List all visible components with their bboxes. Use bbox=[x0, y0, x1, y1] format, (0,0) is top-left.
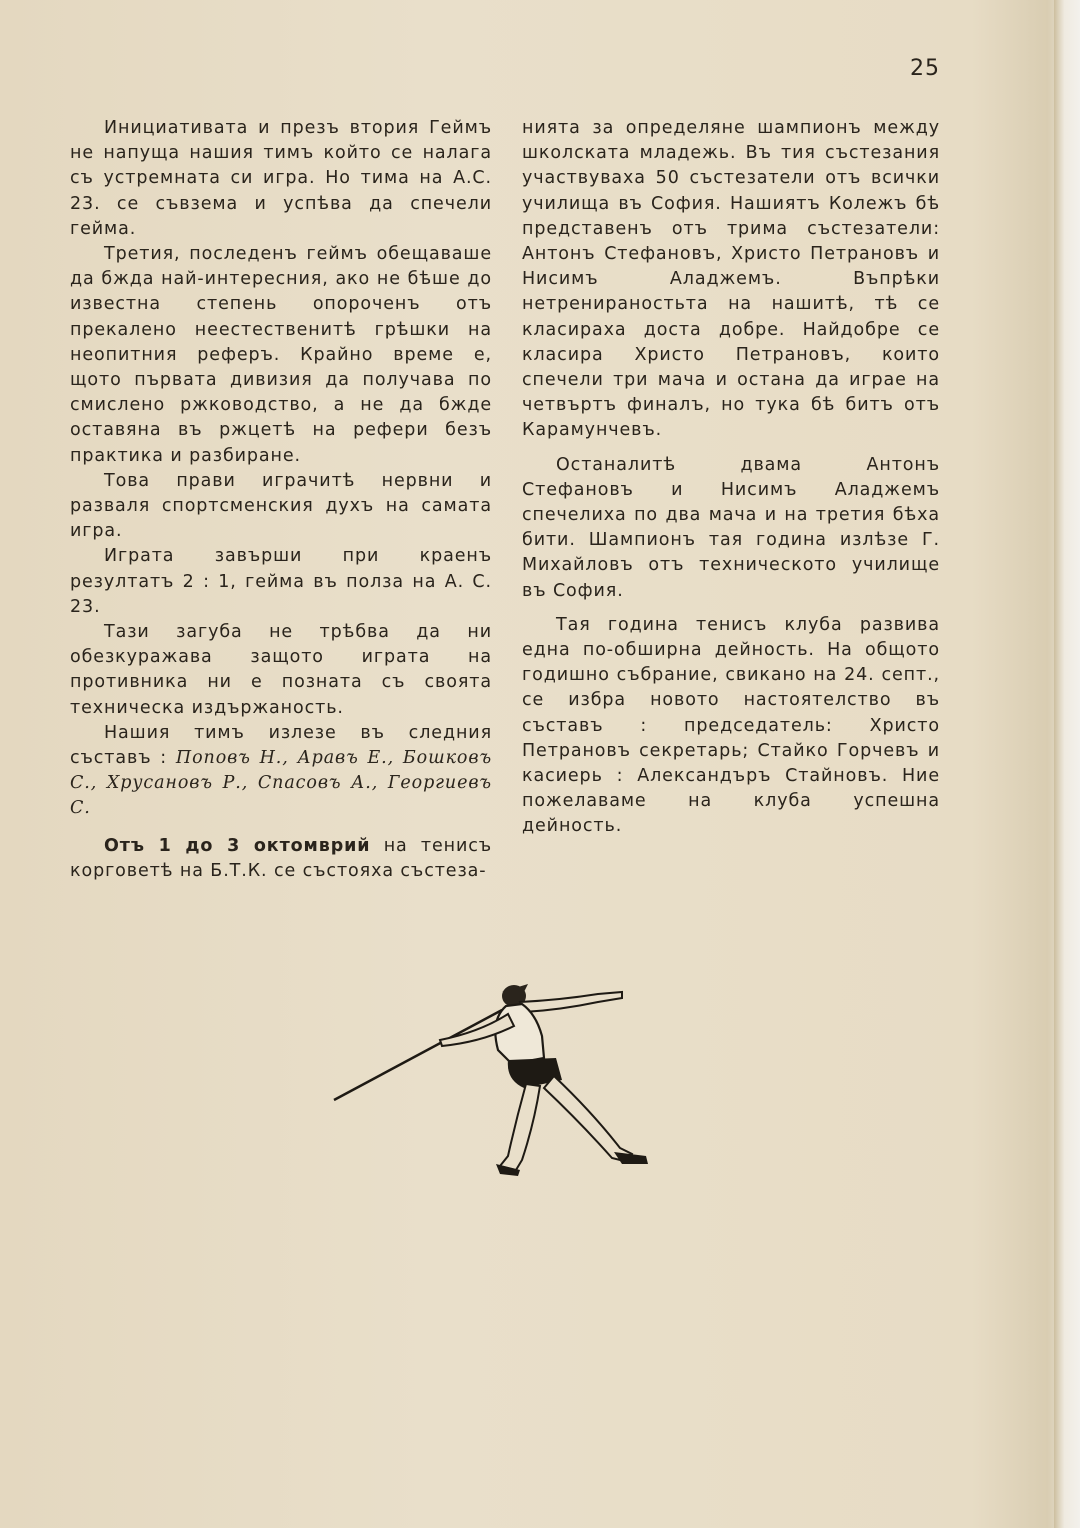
paragraph: Играта завърши при краенъ резултатъ 2 : 1, гейма въ полза на А. С. 23. bbox=[70, 546, 492, 617]
date-heading: Отъ 1 до 3 октомврий bbox=[104, 835, 371, 856]
right-column bbox=[522, 116, 940, 840]
javelin-icon bbox=[334, 1010, 502, 1100]
paragraph: Инициативата и презъ втория Геймъ не напуща нашия тимъ който се налага съ устремната си игра. Но тима на А.С. 23. се съвзема и успѣва да спечели гейма. bbox=[70, 118, 492, 239]
paragraph: Това прави играчитѣ нервни и разваля спортсменския духъ на самата игра. bbox=[70, 470, 492, 542]
paragraph bbox=[70, 834, 492, 884]
paragraph-text: на тенисъ корговетѣ на Б.Т.К. се състояха състеза- bbox=[70, 835, 493, 881]
page-number: 25 bbox=[910, 56, 940, 81]
javelin-thrower-illustration bbox=[330, 980, 670, 1180]
lineup-names: Поповъ Н., Аравъ Е., Бошковъ С., Хрусановъ Р., Спасовъ А., Георгиевъ С. bbox=[70, 748, 493, 819]
team-lineup-paragraph bbox=[70, 721, 492, 822]
page-edge bbox=[1054, 0, 1080, 1528]
paragraph: Тази загуба не трѣбва да ни обезкуражава защото играта на противника ни е позната съ своята техническа издържаность. bbox=[70, 622, 492, 718]
left-column bbox=[70, 116, 492, 884]
paragraph: Тая година тенисъ клуба развива една по-обширна дейность. На общото годишно събрание, свикано на 24. септ., се избра новото настоятелство въ съставъ : председатель: Христо Петрановъ секретарь; Стайко Горчевъ и касиерь : Александъръ Стайновъ. Ние пожелаваме на клуба успешна дейность. bbox=[522, 614, 940, 837]
paragraph: нията за определяне шампионъ между школската младежь. Въ тия състезания участвуваха 50 състезатели отъ всички училища въ София. Нашиятъ Колежъ бѣ представенъ отъ трима състезатели: Антонъ Стефановъ, Христо Петрановъ и Нисимъ Аладжемъ. Въпрѣки нетренираностьта на нашитѣ, тѣ се класираха доста добре. Найдобре се класира Христо Петрановъ, които спечели три мача и остана да играе на четвъртъ финалъ, но тука бѣ битъ отъ Карамунчевъ. bbox=[522, 118, 940, 441]
paragraph: Третия, последенъ геймъ обещаваше да бжда най-интересния, ако не бѣше до известна степень опороченъ отъ прекалено неестественитѣ грѣшки на неопитния реферъ. Крайно време е, щото първата дивизия да получава по смислено ржководство, а не да бжде оставяна въ ржцетѣ на рефери безъ практика и разбиране. bbox=[70, 244, 492, 466]
lineup-intro: Нашия тимъ излезе въ следния съставъ : bbox=[70, 722, 492, 769]
paragraph: Останалитѣ двама Антонъ Стефановъ и Нисимъ Аладжемъ спечелиха по два мача и на третия бѣха бити. Шампионъ тая година излѣзе Г. Михайловъ отъ техническото училище въ София. bbox=[522, 454, 940, 601]
